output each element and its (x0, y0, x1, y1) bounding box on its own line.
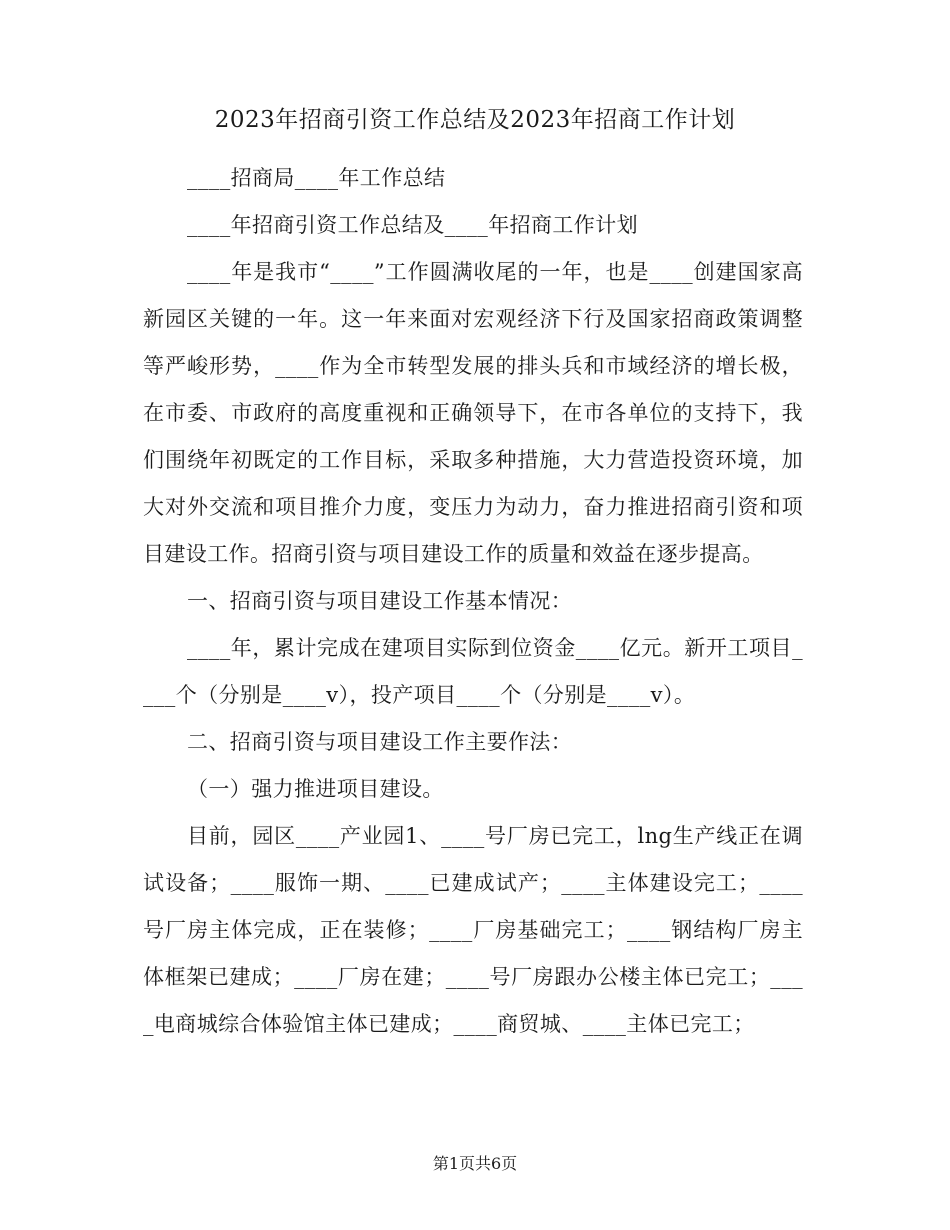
subsection-heading-project-construction: （一）强力推进项目建设。 (187, 777, 444, 801)
section-heading-basic-situation: 一、招商引资与项目建设工作基本情况： (187, 589, 573, 613)
document-title: 2023年招商引资工作总结及2023年招商工作计划 (214, 107, 736, 133)
page-number-footer: 第1页共6页 (432, 1154, 518, 1173)
paragraph-basic-situation: ____年，累计完成在建项目实际到位资金____亿元。新开工项目____个（分别是____v），投产项目____个（分别是____v）。 (143, 636, 803, 707)
paragraph-project-progress: 目前，园区____产业园1、____号厂房已完工，lng生产线正在调试设备；____服饰一期、____已建成试产；____主体建设完工；____号厂房主体完成，正在装修；____厂房基础完工；____钢结构厂房主体框架已建成；____厂房在建；____号厂房跟办公楼主体已完工；____电商城综合体验馆主体已建成；____商贸城、____主体已完工； (143, 824, 803, 1036)
paragraph-intro: ____年是我市“____”工作圆满收尾的一年，也是____创建国家高新园区关键的一年。这一年来面对宏观经济下行及国家招商政策调整等严峻形势，____作为全市转型发展的排头兵和市域经济的增长极，在市委、市政府的高度重视和正确领导下，在市各单位的支持下，我们围绕年初既定的工作目标，采取多种措施，大力营造投资环境，加大对外交流和项目推介力度，变压力为动力，奋力推进招商引资和项目建设工作。招商引资与项目建设工作的质量和效益在逐步提高。 (143, 260, 803, 566)
document-body (143, 155, 803, 1048)
paragraph-bureau-summary: ____招商局____年工作总结 (187, 166, 446, 190)
section-heading-main-methods: 二、招商引资与项目建设工作主要作法： (187, 730, 573, 754)
paragraph-subtitle: ____年招商引资工作总结及____年招商工作计划 (187, 213, 638, 237)
